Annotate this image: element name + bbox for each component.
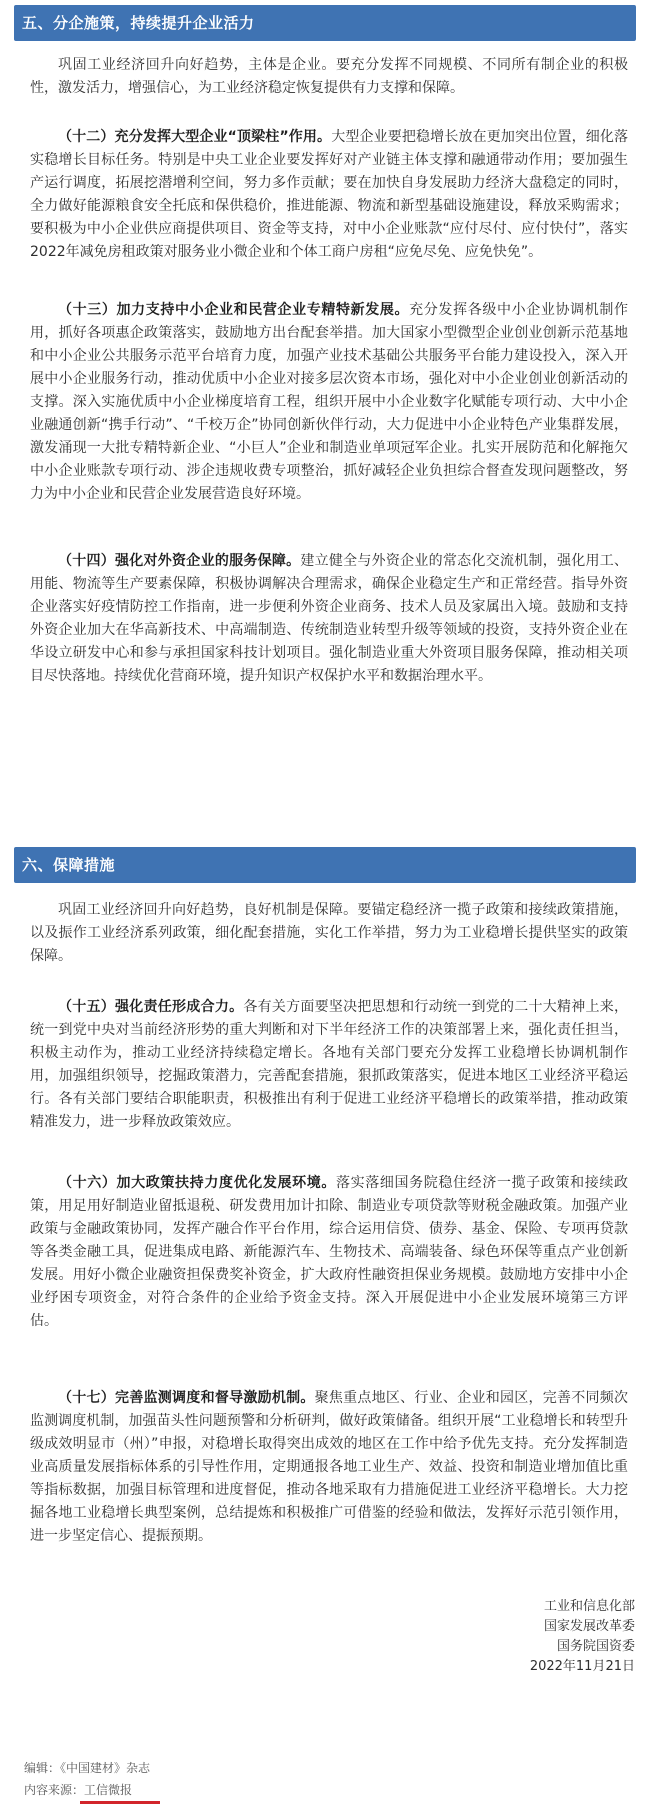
item-thirteen-lead: （十三）加力支持中小企业和民营企业专精特新发展。 (58, 302, 410, 318)
item-fourteen (30, 550, 628, 688)
item-sixteen (30, 1172, 628, 1333)
signature-block (530, 1597, 635, 1677)
section-six-header (14, 847, 636, 883)
item-twelve-lead: （十二）充分发挥大型企业“顶梁柱”作用。 (58, 129, 332, 145)
item-seventeen (30, 1387, 628, 1548)
item-thirteen-body: 充分发挥各级中小企业协调机制作用，抓好各项惠企政策落实，鼓励地方出台配套举措。加大国家小型微型企业创业创新示范基地和中小企业公共服务示范平台培育力度，加强产业技术基础公共服务平台能力建设投入，深入开展中小企业服务行动，推动优质中小企业对接多层次资本市场，强化对中小企业创业创新活动的支撑。深入实施优质中小企业梯度培育工程，组织开展中小企业数字化赋能专项行动、大中小企业融通创新“携手行动”、“千校万企”协同创新伙伴行动，大力促进中小企业特色产业集群发展，激发涌现一大批专精特新企业、“小巨人”企业和制造业单项冠军企业。扎实开展防范和化解拖欠中小企业账款专项行动、涉企违规收费专项整治，抓好减轻企业负担综合督查发现问题整改，努力为中小企业和民营企业发展营造良好环境。 (30, 302, 629, 502)
signature-org-sasac: 国务院国资委 (556, 1639, 635, 1654)
item-fourteen-lead: （十四）强化对外资企业的服务保障。 (58, 553, 301, 569)
item-fifteen-body: 各有关方面要坚决把思想和行动统一到党的二十大精神上来，统一到党中央对当前经济形势的重大判断和对下半年经济工作的决策部署上来，强化责任担当，积极主动作为，推动工业经济持续稳定增长。各地有关部门要充分发挥工业稳增长协调机制作用，加强组织领导，挖掘政策潜力，完善配套措施，狠抓政策落实，促进本地区工业经济平稳运行。各有关部门要结合职能职责，积极推出有利于促进工业经济平稳增长的政策举措，推动政策精准发力，进一步释放政策效应。 (30, 999, 629, 1130)
section-five-header (14, 5, 636, 41)
item-fifteen (30, 996, 628, 1134)
signature-org-miit: 工业和信息化部 (543, 1599, 635, 1614)
item-sixteen-lead: （十六）加大政策扶持力度优化发展环境。 (58, 1175, 336, 1191)
editor-credit: 编辑：《中国建材》杂志 (24, 1761, 151, 1775)
signature-date: 2022年11月21日 (529, 1659, 635, 1674)
item-fifteen-lead: （十五）强化责任形成合力。 (58, 999, 244, 1015)
item-seventeen-body: 聚焦重点地区、行业、企业和园区，完善不同频次监测调度机制，加强苗头性问题预警和分析研判，做好政策储备。组织开展“工业稳增长和转型升级成效明显市（州）”申报，对稳增长取得突出成效的地区在工作中给予优先支持。充分发挥制造业高质量发展指标体系的引导性作用，定期通报各地工业生产、效益、投资和制造业增加值比重等指标数据，加强目标管理和进度督促，推动各地采取有力措施促进工业经济平稳增长。大力挖掘各地工业稳增长典型案例，总结提炼和积极推广可借鉴的经验和做法，发挥好示范引领作用，进一步坚定信心、提振预期。 (30, 1390, 629, 1544)
item-twelve-body: 大型企业要把稳增长放在更加突出位置，细化落实稳增长目标任务。特别是中央工业企业要发挥好对产业链主体支撑和融通带动作用；要加强生产运行调度，拓展挖潜增利空间，努力多作贡献；要在加快自身发展助力经济大盘稳定的同时，全力做好能源粮食安全托底和保供稳价，推进能源、物流和新型基础设施建设，释放采购需求；要积极为中小企业供应商提供项目、资金等支持，对中小企业账款“应付尽付、应付快付”，落实2022年减免房租政策对服务业小微企业和个体工商户房租“应免尽免、应免快免”。 (30, 129, 628, 260)
content-source: 内容来源：工信微报 (24, 1783, 133, 1797)
item-twelve (30, 126, 628, 264)
section-five-intro: 巩固工业经济回升向好趋势，主体是企业。要充分发挥不同规模、不同所有制企业的积极性，激发活力，增强信心，为工业经济稳定恢复提供有力支撑和保障。 (30, 57, 628, 96)
item-fourteen-body: 建立健全与外资企业的常态化交流机制，强化用工、用能、物流等生产要素保障，积极协调解决合理需求，确保企业稳定生产和正常经营。指导外资企业落实好疫情防控工作指南，进一步便利外资企业商务、技术人员及家属出入境。鼓励和支持外资企业加大在华高新技术、中高端制造、传统制造业转型升级等领域的投资，支持外资企业在华设立研发中心和参与承担国家科技计划项目。强化制造业重大外资项目服务保障，推动相关项目尽快落地。持续优化营商环境，提升知识产权保护水平和数据治理水平。 (30, 553, 628, 684)
item-thirteen (30, 299, 628, 506)
signature-org-ndrc: 国家发展改革委 (543, 1619, 635, 1634)
item-seventeen-lead: （十七）完善监测调度和督导激励机制。 (58, 1390, 315, 1406)
section-six-intro: 巩固工业经济回升向好趋势，良好机制是保障。要锚定稳经济一揽子政策和接续政策措施，以及振作工业经济系列政策，细化配套措施，实化工作举措，努力为工业稳增长提供坚实的政策保障。 (30, 902, 628, 964)
section-six-title: 六、保障措施 (22, 856, 116, 874)
item-sixteen-body: 落实落细国务院稳住经济一揽子政策和接续政策，用足用好制造业留抵退税、研发费用加计扣除、制造业专项贷款等财税金融政策。加强产业政策与金融政策协同，发挥产融合作平台作用，综合运用信贷、债券、基金、保险、专项再贷款等各类金融工具，促进集成电路、新能源汽车、生物技术、高端装备、绿色环保等重点产业创新发展。用好小微企业融资担保费奖补资金，扩大政府性融资担保业务规模。鼓励地方安排中小企业纾困专项资金，对符合条件的企业给予资金支持。深入开展促进中小企业发展环境第三方评估。 (30, 1175, 628, 1329)
source-underline (80, 1801, 160, 1804)
section-five-title: 五、分企施策，持续提升企业活力 (22, 14, 255, 32)
